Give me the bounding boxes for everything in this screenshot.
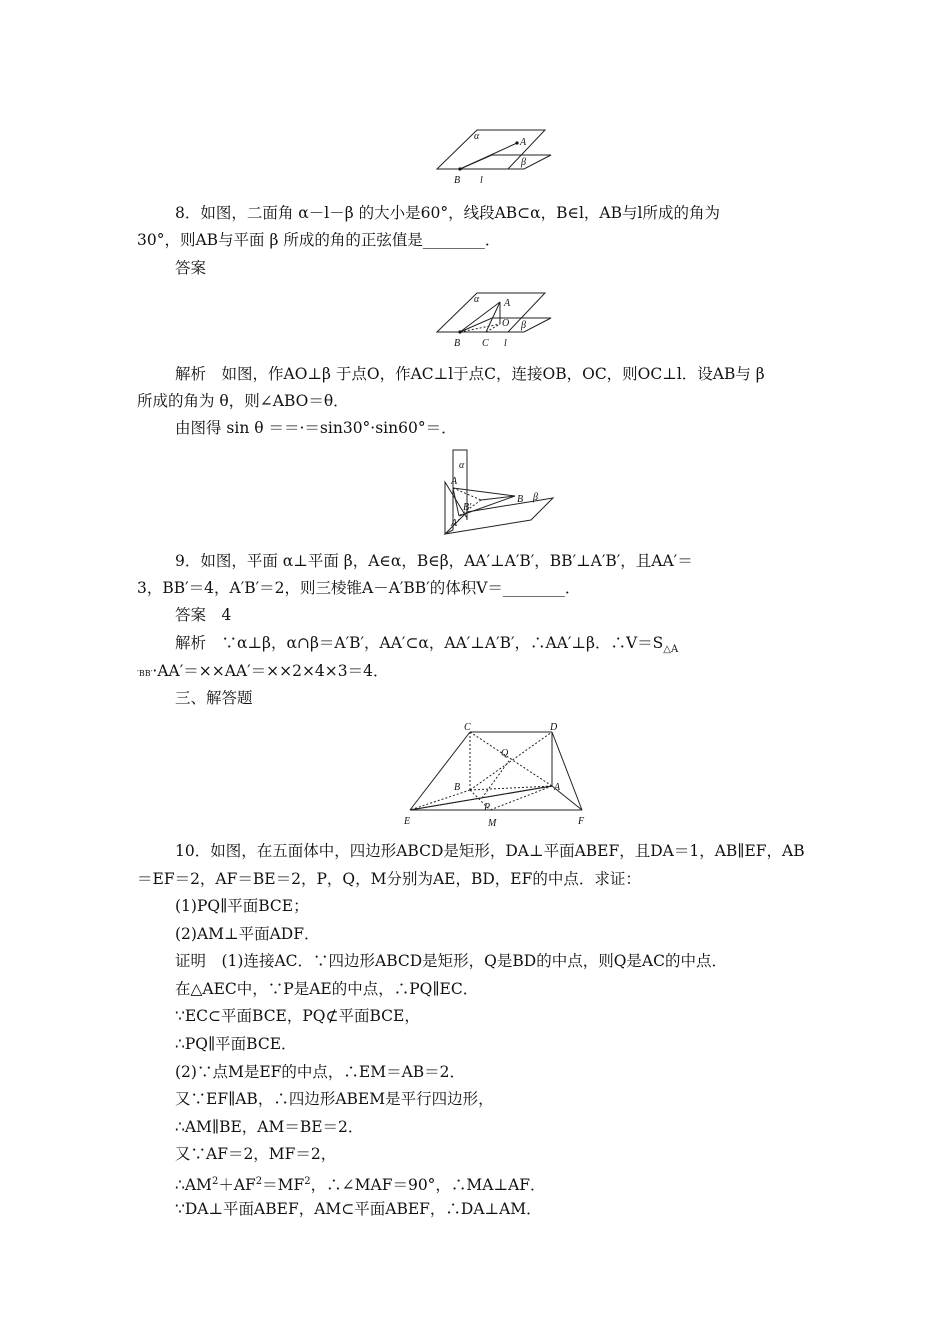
q10-proof-7: ∴AM∥BE，AM＝BE＝2．	[175, 1118, 364, 1136]
q9-analysis-line2	[137, 661, 389, 684]
q10-proof-9-c: ＝MF	[262, 1176, 305, 1195]
figure-dihedral-angle-1	[432, 125, 557, 193]
q10-proof-2: 在△AEC中，∵P是AE的中点，∴PQ∥EC．	[175, 980, 479, 998]
q10-proof-9-sup2: 2	[255, 1176, 263, 1187]
label-A: A	[504, 298, 511, 309]
q9-line2: 3，BB′＝4，A′B′＝2，则三棱锥A－A′BB′的体积V＝________．	[137, 579, 581, 597]
q10-proof-6: 又∵EF∥AB，∴四边形ABEM是平行四边形，	[175, 1090, 494, 1108]
label-l: l	[480, 175, 483, 186]
figure-perpendicular-planes	[437, 448, 555, 538]
label-A: A	[451, 476, 458, 487]
figure-dihedral-angle-2	[432, 288, 557, 356]
label-F: F	[578, 816, 585, 827]
label-O: O	[502, 318, 510, 329]
q10-proof-9-d: ，∴∠MAF＝90°，∴MA⊥AF．	[310, 1176, 546, 1195]
q9-answer: 答案 4	[175, 606, 232, 624]
q10-part1: (1)PQ∥平面BCE；	[175, 897, 309, 915]
q10-proof-9-a: ∴AM	[175, 1176, 212, 1195]
q10-proof-10: ∵DA⊥平面ABEF，AM⊂平面ABEF，∴DA⊥AM．	[175, 1200, 542, 1218]
label-C: C	[482, 338, 489, 349]
q8-analysis-line2: 所成的角为 θ，则∠ABO＝θ．	[137, 392, 349, 410]
label-C: C	[464, 722, 471, 733]
label-A: A	[554, 782, 561, 793]
q10-proof-8: 又∵AF＝2，MF＝2，	[175, 1145, 337, 1163]
q10-proof-9	[175, 1172, 546, 1195]
label-beta: β	[521, 320, 526, 331]
q10-line1: 10．如图，在五面体中，四边形ABCD是矩形，DA⊥平面ABEF，且DA＝1，AB∥EF，AB	[175, 842, 805, 860]
q8-line2: 30°，则AB与平面 β 所成的角的正弦值是________．	[137, 231, 501, 249]
q10-part2: (2)AM⊥平面ADF．	[175, 925, 320, 943]
label-B-prime: B′	[463, 502, 472, 513]
figure-pentahedron	[402, 718, 588, 830]
q9-line1: 9．如图，平面 α⊥平面 β，A∈α，B∈β，AA′⊥A′B′，BB′⊥A′B′，且AA′＝	[175, 552, 693, 570]
q10-proof-4: ∴PQ∥平面BCE．	[175, 1035, 297, 1053]
label-alpha: α	[474, 294, 480, 305]
q9-analysis-text: 解析 ∵α⊥β，α∩β＝A′B′，AA′⊂α，AA′⊥A′B′，∴AA′⊥β．∴V＝S	[175, 634, 664, 652]
q10-proof-3: ∵EC⊂平面BCE，PQ⊄平面BCE，	[175, 1007, 420, 1025]
label-M: M	[488, 818, 497, 829]
label-alpha: α	[474, 131, 480, 142]
label-B: B	[454, 782, 461, 793]
label-D: D	[550, 722, 558, 733]
label-beta: β	[533, 492, 538, 503]
label-A-prime: A′	[451, 518, 460, 529]
q8-line1: 8．如图，二面角 α－l－β 的大小是60°，线段AB⊂α，B∈l，AB与l所成的角为	[175, 204, 720, 222]
q8-answer-label: 答案	[175, 259, 207, 277]
label-B: B	[517, 494, 524, 505]
q9-analysis-subscript-cont: ′BB′	[137, 669, 153, 678]
q8-analysis-line3: 由图得 sin θ ＝＝·＝sin30°·sin60°＝．	[175, 419, 457, 437]
q8-analysis-line1: 解析 如图，作AO⊥β 于点O，作AC⊥l于点C，连接OB，OC，则OC⊥l．设AB与 β	[175, 365, 765, 383]
q10-proof-1: 证明 (1)连接AC．∵四边形ABCD是矩形，Q是BD的中点，则Q是AC的中点．	[175, 952, 727, 970]
q9-analysis-text2: ·AA′＝××AA′＝××2×4×3＝4．	[152, 662, 389, 680]
label-A: A	[520, 137, 527, 148]
label-P: P	[484, 802, 491, 813]
q10-proof-9-sup1: 2	[211, 1176, 219, 1187]
label-E: E	[404, 816, 411, 827]
section-heading: 三、解答题	[175, 689, 253, 707]
label-Q: Q	[501, 748, 509, 759]
q9-analysis-subscript: △A	[663, 644, 679, 656]
q10-line2: ＝EF＝2，AF＝BE＝2，P，Q，M分别为AE，BD，EF的中点．求证：	[137, 870, 641, 888]
label-B: B	[454, 338, 461, 349]
label-l: l	[504, 338, 507, 349]
label-alpha: α	[459, 460, 465, 471]
q10-proof-9-b: ＋AF	[218, 1176, 256, 1195]
label-B: B	[454, 175, 461, 186]
q10-proof-5: (2)∵点M是EF的中点，∴EM＝AB＝2．	[175, 1063, 466, 1081]
q10-proof-9-sup3: 2	[304, 1176, 311, 1187]
q9-analysis-line1	[175, 633, 678, 660]
label-beta: β	[521, 157, 526, 168]
